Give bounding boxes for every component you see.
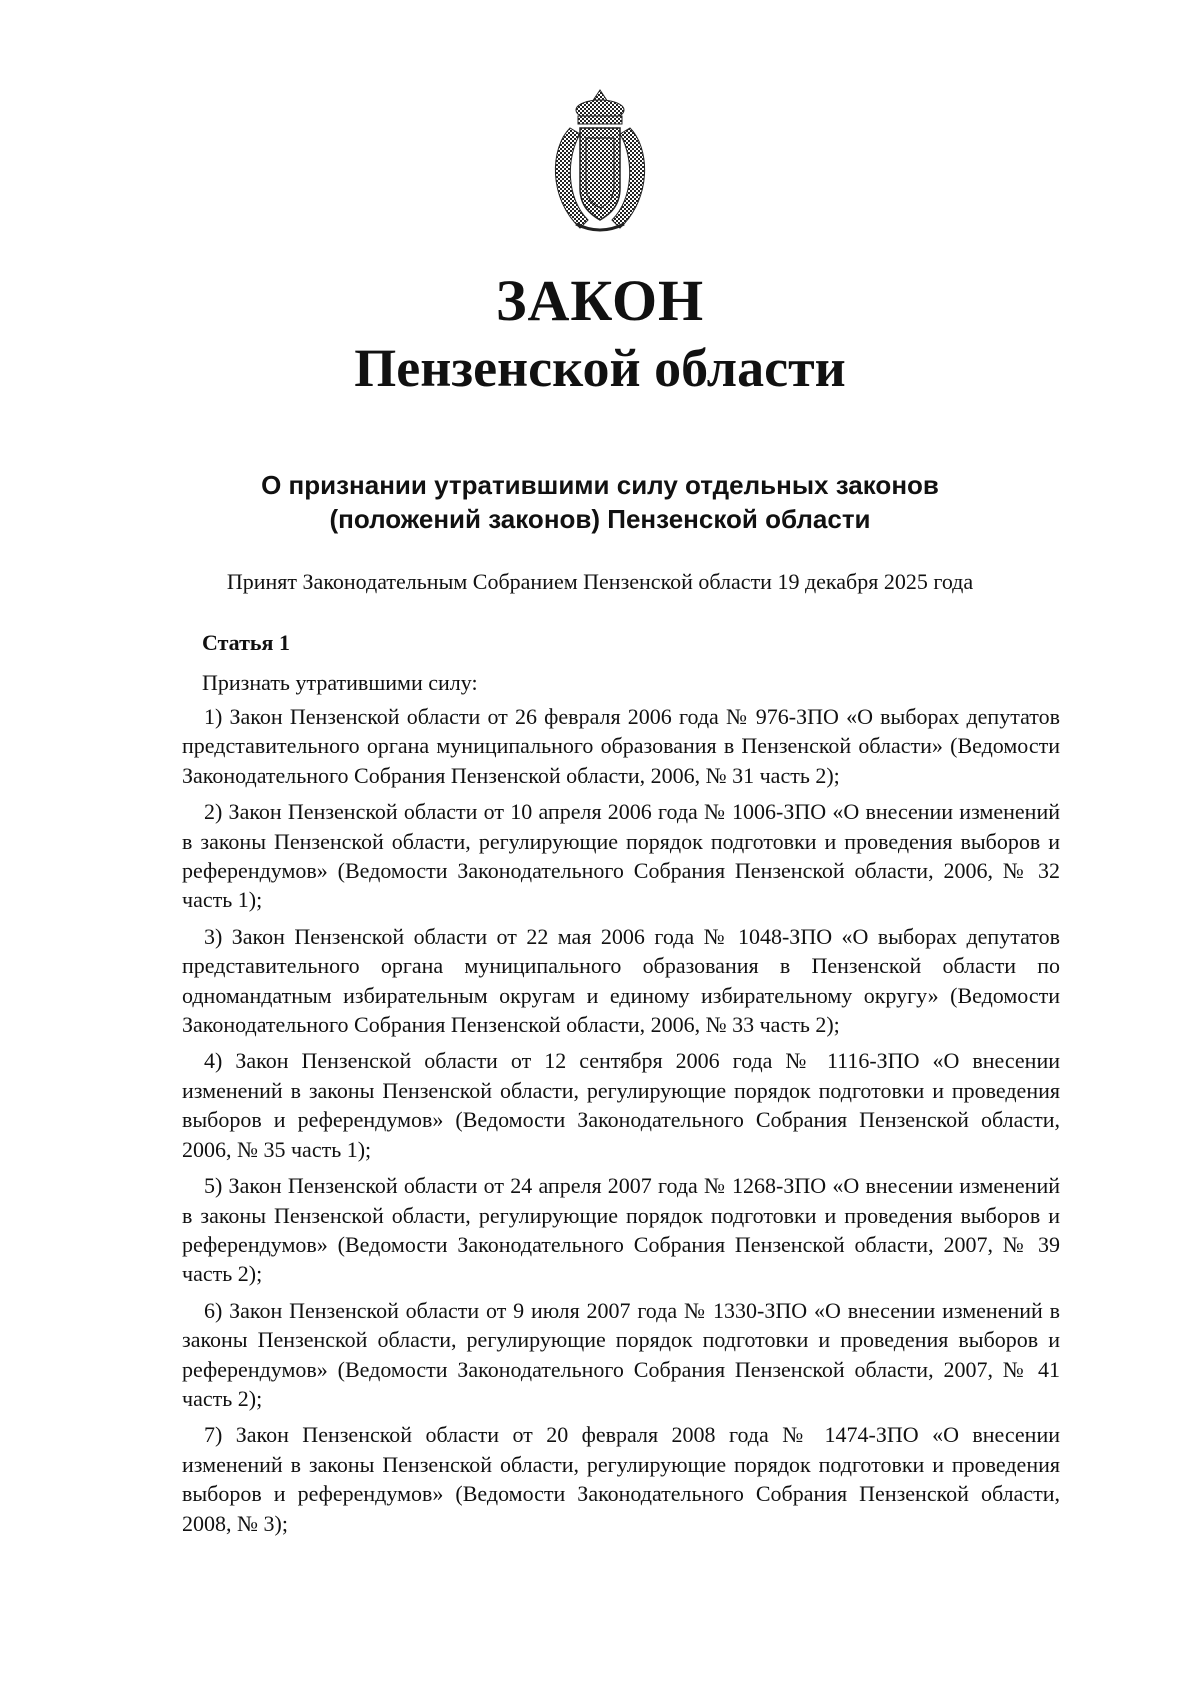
list-item: 7) Закон Пензенской области от 20 февраля 2008 года № 1474-ЗПО «О внесении изменений в законы Пензенской области, регулирующие порядок подготовки и проведения выборов и референдумов» (Ведомости Законодательного Собрания Пензенской области, 2008, № 3);: [182, 1422, 1060, 1536]
law-name: [180, 468, 1020, 536]
list-item: 1) Закон Пензенской области от 26 февраля 2006 года № 976-ЗПО «О выборах депутатов представительного органа муниципального образования в Пензенской области» (Ведомости Законодательного Собрания Пензенской области, 2006, № 31 часть 2);: [182, 704, 1060, 788]
list-item: 4) Закон Пензенской области от 12 сентября 2006 года № 1116-ЗПО «О внесении изменений в законы Пензенской области, регулирующие порядок подготовки и проведения выборов и референдумов» (Ведомости Законодательного Собрания Пензенской области, 2006, № 35 часть 1);: [182, 1048, 1060, 1162]
list-item: 2) Закон Пензенской области от 10 апреля 2006 года № 1006-ЗПО «О внесении изменений в законы Пензенской области, регулирующие порядок подготовки и проведения выборов и референдумов» (Ведомости Законодательного Собрания Пензенской области, 2006, № 32 часть 1);: [182, 799, 1060, 913]
list-item: 6) Закон Пензенской области от 9 июля 2007 года № 1330-ЗПО «О внесении изменений в законы Пензенской области, регулирующие порядок подготовки и проведения выборов и референдумов» (Ведомости Законодательного Собрания Пензенской области, 2007, № 41 часть 2);: [182, 1297, 1060, 1411]
article-intro: Признать утратившими силу:: [202, 670, 478, 695]
penza-coat-of-arms-icon: [540, 88, 660, 238]
law-name-line2: (положений законов) Пензенской области: [329, 504, 871, 534]
document-title: ЗАКОН: [495, 268, 705, 333]
law-name-line1: О признании утратившими силу отдельных законов: [261, 470, 939, 500]
list-item: 3) Закон Пензенской области от 22 мая 2006 года № 1048-ЗПО «О выборах депутатов представительного органа муниципального образования в Пензенской области по одномандатным избирательным округам и единому избирательному округу» (Ведомости Законодательного Собрания Пензенской области, 2006, № 33 часть 2);: [182, 923, 1060, 1038]
article-heading: Статья 1: [202, 630, 290, 655]
document-subtitle: Пензенской области: [354, 338, 846, 398]
article-items: [182, 702, 1060, 1545]
adoption-note: Принят Законодательным Собранием Пензенской области 19 декабря 2025 года: [226, 569, 974, 594]
list-item: 5) Закон Пензенской области от 24 апреля 2007 года № 1268-ЗПО «О внесении изменений в законы Пензенской области, регулирующие порядок подготовки и проведения выборов и референдумов» (Ведомости Законодательного Собрания Пензенской области, 2007, № 39 часть 2);: [182, 1173, 1060, 1287]
